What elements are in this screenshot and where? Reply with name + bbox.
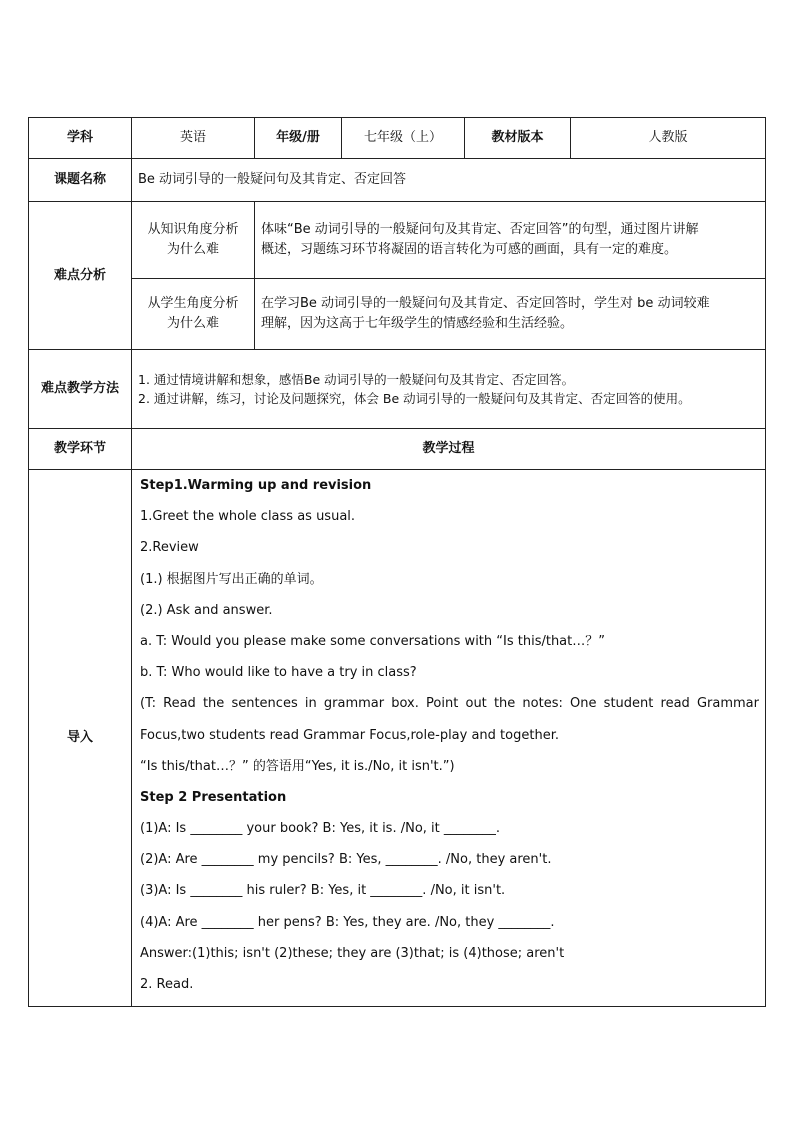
topic-value: Be 动词引导的一般疑问句及其肯定、否定回答 [132,159,766,202]
student-text-line-2: 理解，因为这高于七年级学生的情感经验和生活经验。 [261,316,574,331]
intro-row [29,470,766,1007]
intro-line: 2.Review [140,540,199,556]
grade-label: 年级/册 [255,118,342,159]
knowledge-text-line-1: 体味“Be 动词引导的一般疑问句及其肯定、否定回答”的句型，通过图片讲解 [261,222,699,237]
method-line-1: 1. 通过情境讲解和想象，感悟Be 动词引导的一般疑问句及其肯定、否定回答。 [138,372,575,387]
header-row [29,118,766,159]
knowledge-angle-label-line-1: 从知识角度分析 [147,222,239,237]
lesson-plan-table [28,117,766,1007]
method-label: 难点教学方法 [29,350,132,429]
knowledge-text-line-2: 概述，习题练习环节将凝固的语言转化为可感的画面，具有一定的难度。 [261,242,678,257]
intro-line: a. T: Would you please make some conversations with “Is this/that…？” [140,633,605,649]
knowledge-angle-label [132,202,255,279]
topic-label: 课题名称 [29,159,132,202]
intro-line: “Is this/that…？” 的答语用“Yes, it is./No, it isn't.”) [140,758,455,774]
student-angle-text [255,279,766,350]
step1-heading: Step1.Warming up and revision [140,478,372,493]
student-angle-label [132,279,255,350]
grade-value: 七年级（上） [342,118,465,159]
edition-value: 人教版 [571,118,766,159]
student-angle-label-line-2: 为什么难 [166,316,219,331]
difficulty-label: 难点分析 [29,202,132,350]
intro-line: Focus,two students read Grammar Focus,role-play and together. [140,727,559,743]
subject-label: 学科 [29,118,132,159]
intro-line: (1.) 根据图片写出正确的单词。 [140,571,323,587]
exercise-line: (3)A: Is ________ his ruler? B: Yes, it ________. /No, it isn't. [140,883,506,899]
knowledge-angle-label-line-2: 为什么难 [166,242,219,257]
method-row [29,350,766,429]
answer-line: Answer:(1)this; isn't (2)these; they are (3)that; is (4)those; aren't [140,945,565,961]
edition-label: 教材版本 [465,118,571,159]
exercise-line: (2)A: Are ________ my pencils? B: Yes, ________. /No, they aren't. [140,852,552,868]
intro-lines [132,470,765,1006]
exercise-line: (1)A: Is ________ your book? B: Yes, it is. /No, it ________. [140,821,501,837]
process-label: 教学过程 [132,429,766,470]
difficulty-knowledge-row [29,202,766,279]
method-text [132,350,766,429]
stage-label: 教学环节 [29,429,132,470]
student-angle-label-line-1: 从学生角度分析 [147,296,239,311]
stage-header-row [29,429,766,470]
difficulty-student-row [29,279,766,350]
student-text-line-1: 在学习Be 动词引导的一般疑问句及其肯定、否定回答时，学生对 be 动词较难 [261,296,710,311]
intro-line: (T: Read the sentences in grammar box. Point out the notes: One student read Grammar [140,696,759,712]
step2-heading: Step 2 Presentation [140,789,287,805]
method-line-2: 2. 通过讲解，练习，讨论及问题探究，体会 Be 动词引导的一般疑问句及其肯定、否定回答的使用。 [138,391,691,406]
intro-content [132,470,766,1007]
intro-line: 1.Greet the whole class as usual. [140,509,356,525]
subject-value: 英语 [132,118,255,159]
intro-line: b. T: Who would like to have a try in class? [140,665,417,681]
intro-line: 2. Read. [140,977,194,992]
knowledge-angle-text [255,202,766,279]
intro-line: (2.) Ask and answer. [140,602,273,618]
topic-row [29,159,766,202]
exercise-line: (4)A: Are ________ her pens? B: Yes, they are. /No, they ________. [140,914,555,930]
intro-label: 导入 [29,470,132,1007]
